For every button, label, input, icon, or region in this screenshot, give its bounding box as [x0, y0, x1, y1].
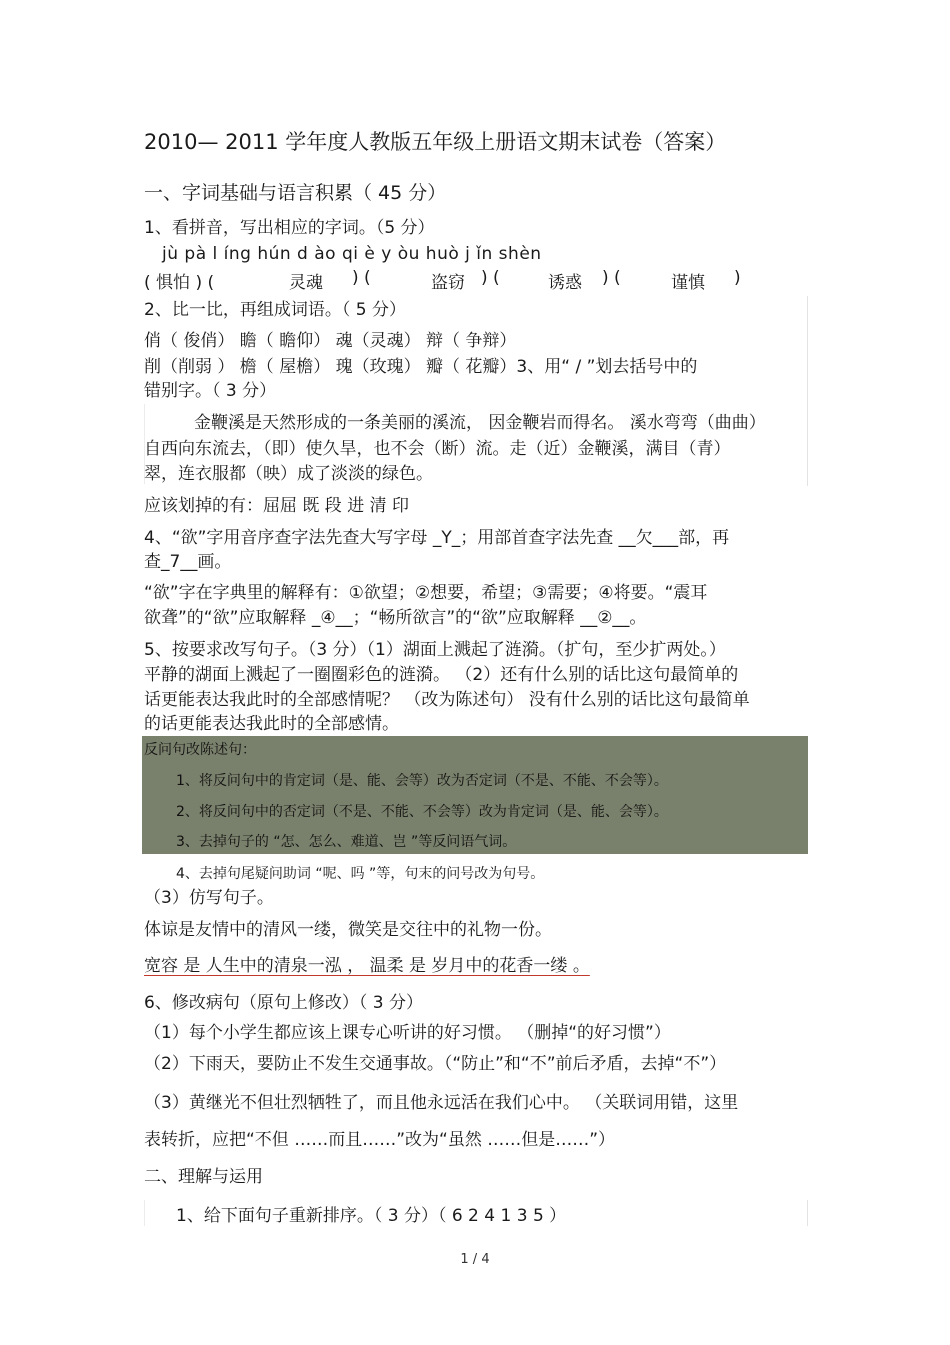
tip-box [142, 736, 808, 854]
q5-imitation-answer: 宽容 是 人生中的清泉一泓 ， 温柔 是 岁月中的花香一缕 。 [144, 956, 590, 976]
q2-line-1: 俏（ 俊俏） 瞻（ 瞻仰） 魂（灵魂） 辩（ 争辩） [144, 331, 517, 351]
q1-answer-part: ) ( [602, 268, 621, 288]
q1-answer-part: ) [734, 268, 741, 288]
tip-box-title: 反问句改陈述句： [144, 742, 256, 758]
q5-sub-3: （3）仿写句子。 [144, 888, 274, 908]
q1-answer-part: ) ( [352, 268, 371, 288]
q4-line-2: 查_7__画。 [144, 552, 232, 572]
q3-answer: 应该划掉的有：屈屈 既 段 进 清 印 [144, 496, 410, 516]
page-rule [144, 1200, 145, 1226]
page-number: 1 / 4 [460, 1252, 490, 1267]
q5-example-sentence: 体谅是友情中的清风一缕，微笑是交往中的礼物一份。 [144, 920, 552, 940]
q6-heading: 6、修改病句（原句上修改）（ 3 分） [144, 993, 423, 1013]
q1-pinyin: jù pà l íng hún d ào qi è y òu huò j ǐn shèn [162, 244, 542, 264]
q6-line-4: 表转折，应把“不但 ……而且……”改为“虽然 ……但是……”） [144, 1130, 616, 1150]
q5-line-1: 5、按要求改写句子。（3 分）（1）湖面上溅起了涟漪。（扩句，至少扩两处。） [144, 640, 726, 660]
q2-line-3: 错别字。（ 3 分） [144, 381, 277, 401]
q5-line-2: 平静的湖面上溅起了一圈圈彩色的涟漪。 （2）还有什么别的话比这句最简单的 [144, 665, 739, 685]
q6-line-3: （3）黄继光不但壮烈牺牲了，而且他永远活在我们心中。 （关联词用错，这里 [144, 1093, 739, 1113]
tip-box-item: 2、将反问句中的否定词（不是、不能、不会等）改为肯定词（是、能、会等）。 [176, 804, 668, 820]
q3-paragraph-3: 翠，连衣服都（映）成了淡淡的绿色。 [144, 464, 433, 484]
q1-answer-part: 谨慎 [671, 273, 705, 293]
q4-line-1: 4、“欲”字用音序查字法先查大写字母 _Y_；用部首查字法先查 __欠___部，再 [144, 528, 730, 548]
q1-answer-part: 灵魂 [289, 273, 323, 293]
s2-q1-line: 1、给下面句子重新排序。（ 3 分）（ 6 2 4 1 3 5 ） [176, 1206, 567, 1226]
q3-paragraph-1: 金鞭溪是天然形成的一条美丽的溪流， 因金鞭岩而得名。 溪水弯弯（曲曲） [194, 413, 766, 433]
page-rule [807, 1200, 808, 1226]
tip-item-4: 4、去掉句尾疑问助词 “呢、吗 ”等，句末的问号改为句号。 [176, 866, 545, 882]
q4-line-3: “欲”字在字典里的解释有：①欲望；②想要，希望；③需要；④将要。“震耳 [144, 583, 708, 603]
exam-title: 2010— 2011 学年度人教版五年级上册语文期末试卷（答案） [144, 130, 727, 154]
tip-box-item: 3、去掉句子的 “怎、怎么、难道、岂 ”等反问语气词。 [176, 834, 517, 850]
q3-paragraph-2: 自西向东流去，（即）使久旱，也不会（断）流。走（近）金鞭溪，满目（青） [144, 439, 731, 459]
q1-answer-part: 盗窃 [431, 273, 465, 293]
section-2-heading: 二、理解与运用 [144, 1167, 263, 1187]
q1-heading: 1、看拼音，写出相应的字词。（5 分） [144, 218, 435, 238]
q2-line-2: 削（削弱 ） 檐（ 屋檐） 瑰（玫瑰） 瓣（ 花瓣）3、用“ / ”划去括号中的 [144, 357, 698, 377]
q4-line-4: 欲聋”的“欲”应取解释 _④__；“畅所欲言”的“欲”应取解释 __②__。 [144, 608, 647, 628]
q1-answer-part: ( 惧怕 ) ( [144, 273, 215, 293]
section-1-heading: 一、字词基础与语言积累（ 45 分） [144, 182, 447, 204]
q2-heading: 2、比一比，再组成词语。（ 5 分） [144, 300, 406, 320]
q6-line-2: （2）下雨天，要防止不发生交通事故。（“防止”和“不”前后矛盾，去掉“不”） [144, 1054, 727, 1074]
q5-line-3: 话更能表达我此时的全部感情呢？ （改为陈述句） 没有什么别的话比这句最简单 [144, 690, 750, 710]
q1-answers [144, 268, 784, 292]
q1-answer-part: 诱惑 [548, 273, 582, 293]
q5-line-4: 的话更能表达我此时的全部感情。 [144, 714, 399, 734]
q1-answer-part: ) ( [481, 268, 500, 288]
q6-line-1: （1）每个小学生都应该上课专心听讲的好习惯。 （删掉“的好习惯”） [144, 1023, 671, 1043]
page-rule [807, 296, 808, 486]
tip-box-item: 1、将反问句中的肯定词（是、能、会等）改为否定词（不是、不能、不会等）。 [176, 773, 668, 789]
